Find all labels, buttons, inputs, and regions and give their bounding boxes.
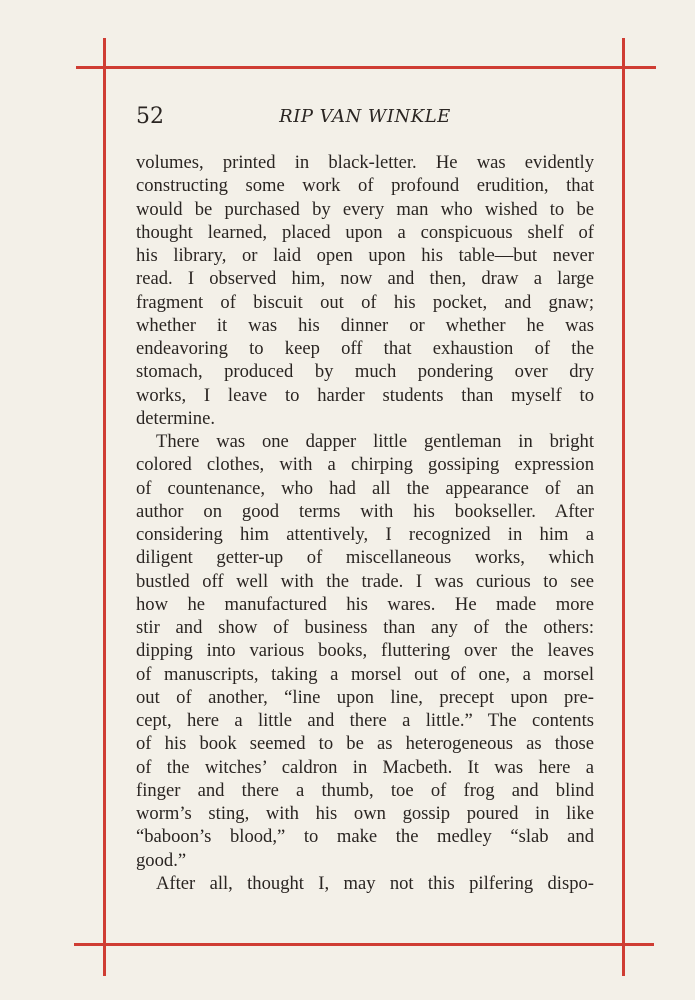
page-body: [136, 151, 594, 895]
text-line: “baboon’s blood,” to make the medley “slab and: [136, 826, 594, 848]
left-border-rule: [103, 38, 106, 976]
text-line: his library, or laid open upon his table—but never: [136, 245, 594, 266]
text-line: colored clothes, with a chirping gossiping expression: [136, 454, 594, 476]
text-line: good.”: [136, 849, 187, 871]
text-line: bustled off well with the trade. I was curious to see: [136, 570, 594, 592]
text-line: author on good terms with his bookseller. After: [136, 500, 594, 522]
text-line: worm’s sting, with his own gossip poured in like: [136, 803, 594, 824]
text-line: of countenance, who had all the appearance of an: [136, 477, 594, 499]
text-line: finger and there a thumb, toe of frog and blind: [136, 779, 594, 801]
bottom-border-rule: [74, 943, 654, 946]
text-line: determine.: [136, 407, 215, 429]
text-line: fragment of biscuit out of his pocket, and gnaw;: [136, 291, 594, 313]
text-line: thought learned, placed upon a conspicuous shelf of: [136, 221, 594, 243]
text-line: cept, here a little and there a little.” The contents: [136, 710, 594, 731]
text-line: endeavoring to keep off that exhaustion of the: [136, 338, 594, 359]
text-line: considering him attentively, I recognized in him a: [136, 524, 594, 545]
page-header: [136, 104, 594, 130]
text-line: read. I observed him, now and then, draw a large: [136, 268, 594, 290]
text-line: stomach, produced by much pondering over dry: [136, 361, 594, 383]
page-number: 52: [136, 104, 164, 129]
text-line: constructing some work of profound erudition, that: [136, 175, 594, 197]
text-line: how he manufactured his wares. He made more: [136, 593, 594, 615]
text-line: diligent getter-up of miscellaneous works, which: [136, 547, 594, 569]
text-line: of his book seemed to be as heterogeneous as those: [136, 733, 594, 755]
text-line: whether it was his dinner or whether he was: [136, 314, 594, 336]
right-border-rule: [622, 38, 625, 976]
text-line: stir and show of business than any of the others:: [136, 617, 594, 638]
text-line: out of another, “line upon line, precept upon pre-: [136, 686, 594, 708]
running-title: RIP VAN WINKLE: [279, 106, 451, 127]
text-line: of the witches’ caldron in Macbeth. It was here a: [136, 756, 594, 778]
text-line: volumes, printed in black-letter. He was evidently: [136, 152, 594, 173]
text-line: dipping into various books, fluttering over the leaves: [136, 640, 594, 662]
text-line: would be purchased by every man who wished to be: [136, 198, 594, 220]
text-line: of manuscripts, taking a morsel out of one, a morsel: [136, 663, 594, 685]
paragraph-start-line: There was one dapper little gentleman in bright: [156, 431, 594, 452]
text-line: works, I leave to harder students than myself to: [136, 384, 594, 406]
top-border-rule: [76, 66, 656, 69]
paragraph-start-line: After all, thought I, may not this pilfering dispo-: [156, 872, 594, 894]
